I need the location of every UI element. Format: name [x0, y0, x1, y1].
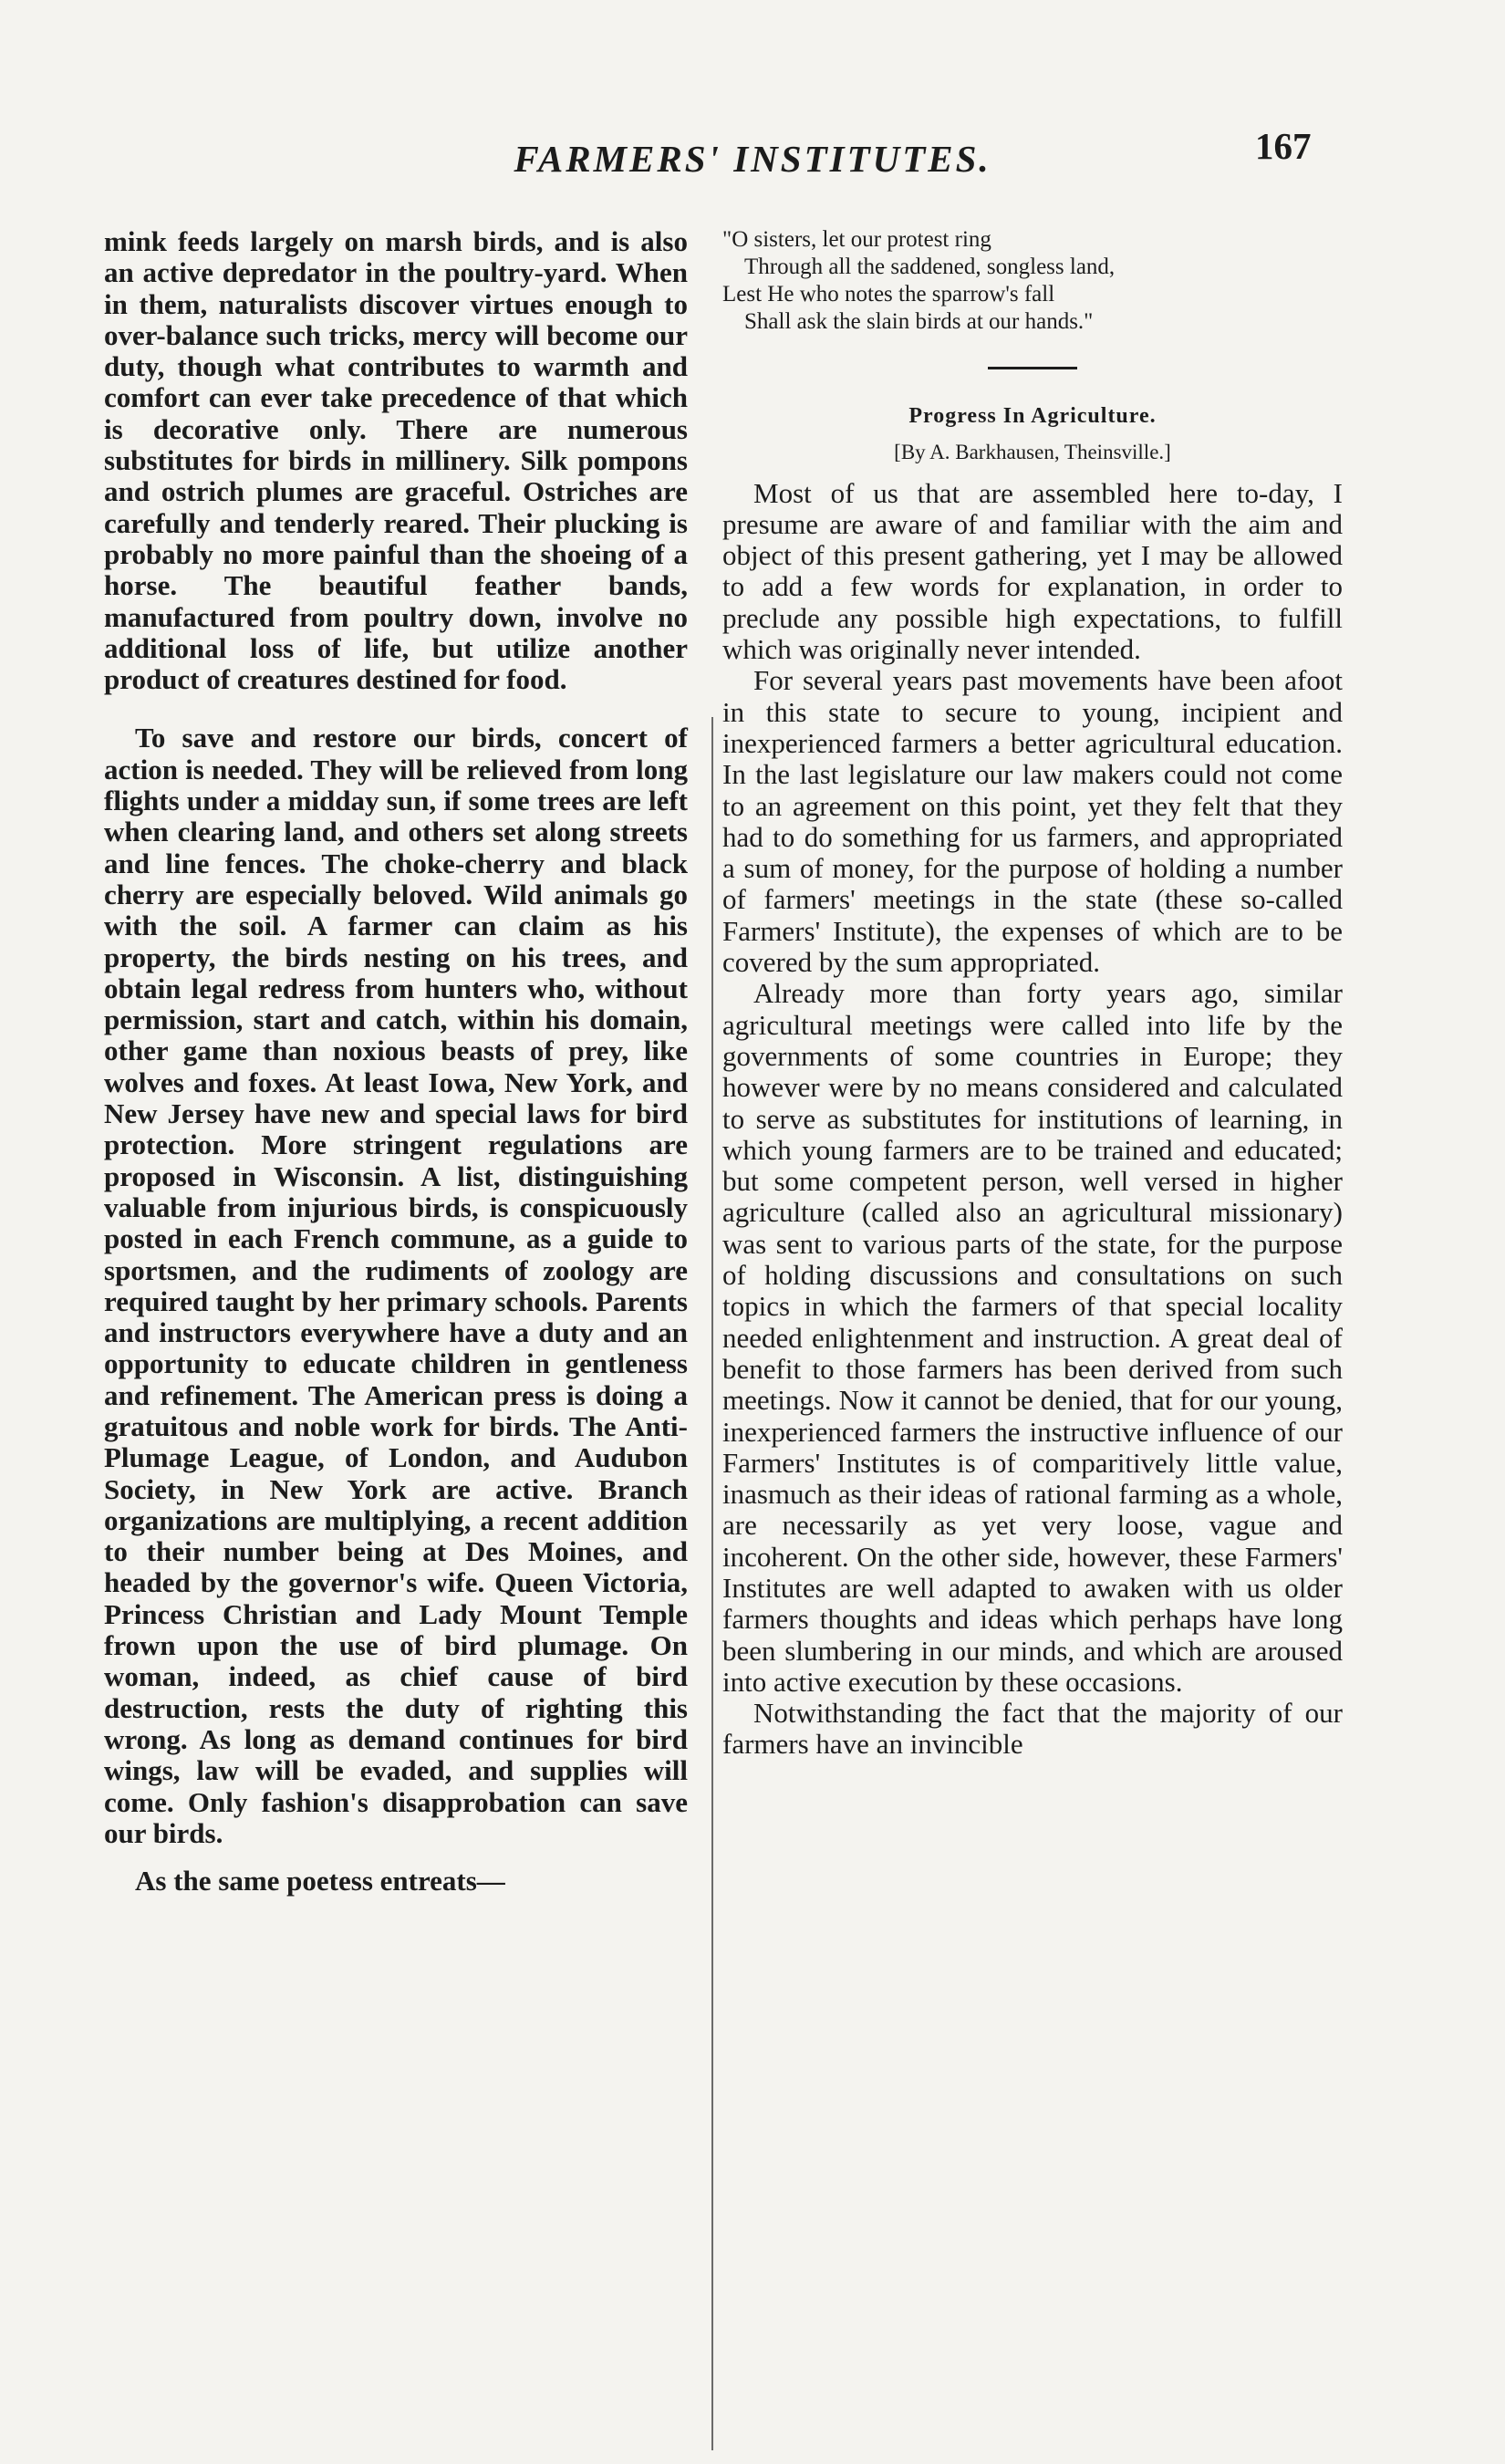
- article-byline: [By A. Barkhausen, Theinsville.]: [894, 441, 1171, 464]
- poem-line: "O sisters, let our protest ring: [722, 227, 991, 252]
- poem-line: Shall ask the slain birds at our hands.": [744, 309, 1094, 334]
- article-title: Progress In Agriculture.: [908, 404, 1157, 428]
- paragraph: Already more than forty years ago, similar agricultural meetings were called into life by the governments of some countries in Europe; they however were by no means considered and calculated to serve as substitutes for institutions of learning, in which young farmers are to be trained and educated; but some competent person, well versed in higher agriculture (called also an agricultural missionary) was sent to various parts of the state, for the purpose of holding discussions and consultations on such topics in which the farmers of that special locality needed enlightenment and instruction. A great deal of benefit to those farmers has been derived from such meetings. Now it cannot be denied, that for our young, inexperienced farmers the instructive influence of our Farmers' Institutes is of comparitively little value, inasmuch as their ideas of rational farming as a whole, are necessarily as yet very loose, vague and incoherent. On the other side, however, these Farmers' Institutes are well adapted to awaken with us older farmers thoughts and ideas which perhaps have long been slumbering in our minds, and which are aroused into active execution by these occasions.: [722, 977, 1343, 1698]
- page-number: 167: [1255, 125, 1312, 167]
- paragraph: As the same poetess entreats—: [135, 1865, 505, 1897]
- section-rule: [988, 367, 1077, 369]
- poem-line: Through all the saddened, songless land,: [744, 255, 1116, 279]
- poem-line: Lest He who notes the sparrow's fall: [722, 282, 1055, 307]
- right-column: [722, 226, 1343, 1761]
- paragraph: Most of us that are assembled here to-day, I presume are aware of and familiar with the aim and object of this present gathering, yet I may be allowed to add a few words for explanation, in order to preclude any possible high expectations, to fulfill which was originally never intended.: [722, 476, 1343, 666]
- running-head: FARMERS' INSTITUTES.: [514, 138, 991, 180]
- poem-quote: [722, 226, 1343, 336]
- paragraph: For several years past movements have been afoot in this state to secure to young, incipient and inexperienced farmers a better agricultural education. In the last legislature our law makers could not come to an agreement on this point, yet they felt that they had to do something for us farmers, and appropriated a sum of money, for the purpose of holding a number of farmers' meetings in the state (these so-called Farmers' Institute), the expenses of which are to be covered by the sum appropriated.: [722, 664, 1343, 979]
- column-divider: [711, 717, 713, 2450]
- paragraph: mink feeds largely on marsh birds, and is also an active depredator in the poultry-yard. When in them, naturalists discover virtues enough to over-balance such tricks, mercy will become our duty, though what contributes to warmth and comfort can ever take precedence of that which is decorative only. There are numerous substitutes for birds in millinery. Silk pompons and ostrich plumes are graceful. Ostriches are carefully and tenderly reared. Their plucking is probably no more painful than the shoeing of a horse. The beautiful feather bands, manufactured from poultry down, involve no additional loss of life, but utilize another product of creatures destined for food.: [104, 225, 688, 696]
- left-column: [104, 226, 688, 1897]
- paragraph: To save and restore our birds, concert of action is needed. They will be relieved from long flights under a midday sun, if some trees are left when clearing land, and others set along streets and line fences. The choke-cherry and black cherry are especially beloved. Wild animals go with the soil. A farmer can claim as his property, the birds nesting on his trees, and obtain legal redress from hunters who, without permission, start and catch, within his domain, other game than noxious beasts of prey, like wolves and foxes. At least Iowa, New York, and New Jersey have new and special laws for bird protection. More stringent regulations are proposed in Wisconsin. A list, distinguishing valuable from injurious birds, is conspicuously posted in each French commune, as a guide to sportsmen, and the rudiments of zoology are required taught by her primary schools. Parents and instructors everywhere have a duty and an opportunity to educate children in gentleness and refinement. The American press is doing a gratuitous and noble work for birds. The Anti-Plumage League, of London, and Audubon Society, in New York are active. Branch organizations are multiplying, a recent addition to their number being at Des Moines, and headed by the governor's wife. Queen Victoria, Princess Christian and Lady Mount Temple frown upon the use of bird plumage. On woman, indeed, as chief cause of bird destruction, rests the duty of righting this wrong. As long as demand continues for bird wings, law will be evaded, and supplies will come. Only fashion's disapprobation can save our birds.: [104, 722, 688, 1849]
- paragraph: Notwithstanding the fact that the majority of our farmers have an invincible: [722, 1697, 1343, 1761]
